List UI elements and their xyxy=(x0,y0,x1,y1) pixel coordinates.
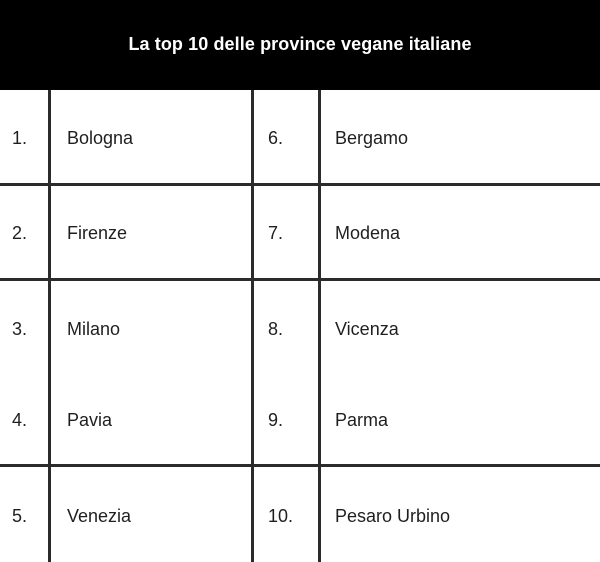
rank-cell-7 xyxy=(254,186,321,281)
rank-label: 5. xyxy=(12,505,28,526)
province-cell-vicenza xyxy=(321,281,600,374)
province-cell-bologna xyxy=(51,90,254,186)
title-bar xyxy=(0,0,600,90)
rank-label: 3. xyxy=(12,318,28,339)
province-label: Bologna xyxy=(67,127,134,148)
rank-cell-5 xyxy=(0,467,51,562)
rank-label: 6. xyxy=(268,127,284,148)
province-label: Bergamo xyxy=(335,127,409,148)
rank-cell-10 xyxy=(254,467,321,562)
province-label: Milano xyxy=(67,318,121,339)
province-label: Pavia xyxy=(67,410,113,430)
province-cell-parma xyxy=(321,374,600,467)
province-cell-milano xyxy=(51,281,254,374)
rank-cell-9 xyxy=(254,374,321,467)
province-cell-pesaro-urbino xyxy=(321,467,600,562)
province-label: Modena xyxy=(335,223,401,243)
rank-label: 2. xyxy=(12,223,28,243)
province-label: Pesaro Urbino xyxy=(335,505,451,526)
province-cell-pavia xyxy=(51,374,254,467)
province-cell-venezia xyxy=(51,467,254,562)
rank-cell-8 xyxy=(254,281,321,374)
rank-cell-6 xyxy=(254,90,321,186)
ranking-table xyxy=(0,90,600,562)
province-cell-firenze xyxy=(51,186,254,281)
rank-cell-4 xyxy=(0,374,51,467)
rank-label: 7. xyxy=(268,223,284,243)
province-label: Venezia xyxy=(67,505,132,526)
province-cell-bergamo xyxy=(321,90,600,186)
rank-cell-2 xyxy=(0,186,51,281)
rank-label: 4. xyxy=(12,410,28,430)
rank-label: 10. xyxy=(268,505,294,526)
rank-cell-1 xyxy=(0,90,51,186)
page-title: La top 10 delle province vegane italiane xyxy=(128,33,472,54)
rank-label: 9. xyxy=(268,410,284,430)
province-label: Vicenza xyxy=(335,318,399,339)
province-label: Parma xyxy=(335,410,389,430)
rank-cell-3 xyxy=(0,281,51,374)
rank-label: 1. xyxy=(12,127,28,148)
province-cell-modena xyxy=(321,186,600,281)
rank-label: 8. xyxy=(268,318,284,339)
province-label: Firenze xyxy=(67,223,128,243)
